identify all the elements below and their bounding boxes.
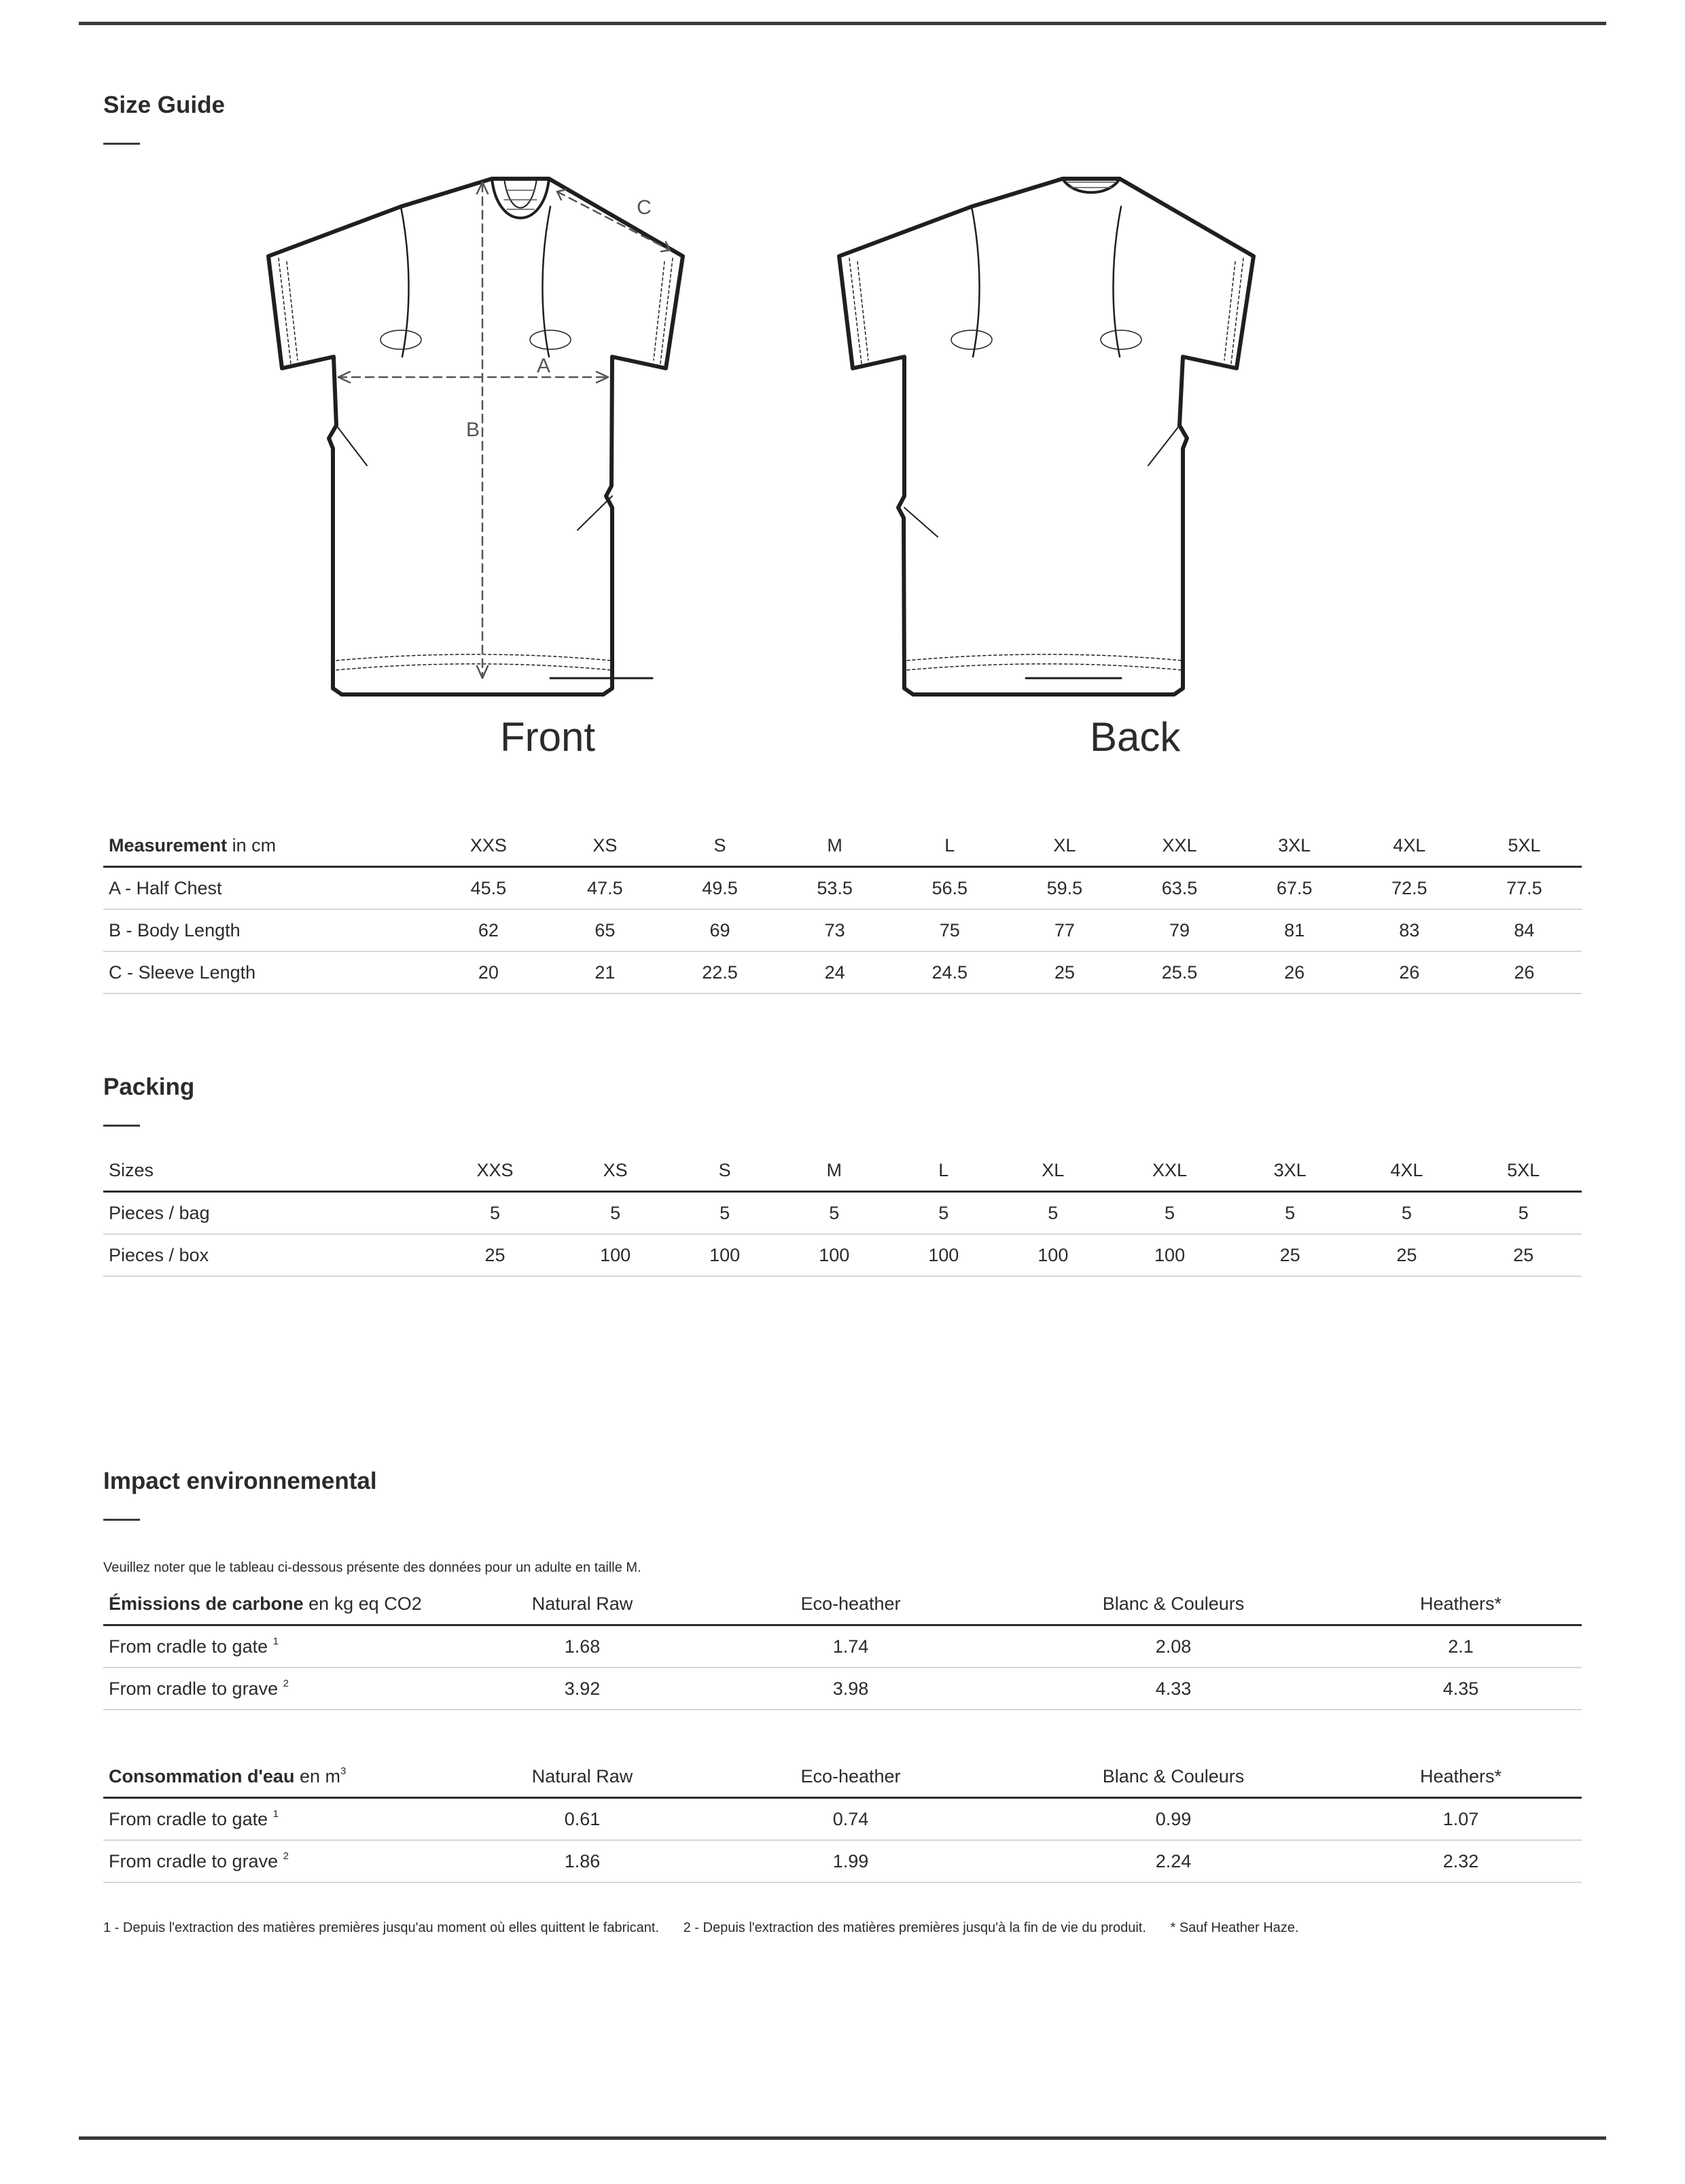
- size-table-header-label: Measurement in cm: [103, 825, 429, 867]
- tshirt-back-drawing: [839, 179, 1254, 694]
- table-cell: 49.5: [662, 867, 777, 910]
- table-cell: 77.5: [1467, 867, 1582, 910]
- table-cell: 25: [1232, 1234, 1349, 1276]
- marker-c: C: [637, 196, 652, 219]
- table-row: [103, 867, 1582, 910]
- size-col: L: [892, 825, 1007, 867]
- table-cell: 3.92: [470, 1668, 694, 1710]
- table-cell: 81: [1237, 909, 1352, 951]
- size-table: [103, 825, 1582, 994]
- table-cell: 79: [1122, 909, 1237, 951]
- table-row: [103, 1625, 1582, 1668]
- table-cell: 25: [1007, 951, 1122, 993]
- row-label: A - Half Chest: [103, 867, 429, 910]
- packing-title-dash: [103, 1125, 140, 1127]
- table-cell: 100: [670, 1234, 779, 1276]
- table-cell: 75: [892, 909, 1007, 951]
- size-col: M: [779, 1150, 889, 1192]
- table-cell: 100: [998, 1234, 1107, 1276]
- table-cell: 84: [1467, 909, 1582, 951]
- table-cell: 65: [548, 909, 662, 951]
- size-col: S: [662, 825, 777, 867]
- bottom-rule: [79, 2136, 1606, 2140]
- impact-note: Veuillez noter que le tableau ci-dessous présente des données pour un adulte en taille M.: [103, 1560, 641, 1575]
- row-label: From cradle to grave $^2$: [103, 1668, 470, 1710]
- table-cell: 62: [429, 909, 548, 951]
- table-row: [103, 909, 1582, 951]
- table-cell: 4.35: [1340, 1668, 1582, 1710]
- table-row: [103, 1234, 1582, 1276]
- table-cell: 25: [1465, 1234, 1582, 1276]
- marker-a: A: [536, 355, 551, 377]
- table-cell: 24.5: [892, 951, 1007, 993]
- table-cell: 100: [561, 1234, 670, 1276]
- table-cell: 26: [1467, 951, 1582, 993]
- size-col: XXS: [429, 825, 548, 867]
- front-label: Front: [500, 714, 596, 760]
- table-cell: 47.5: [548, 867, 662, 910]
- table-cell: 0.61: [470, 1798, 694, 1841]
- table-cell: 59.5: [1007, 867, 1122, 910]
- table-cell: 1.68: [470, 1625, 694, 1668]
- table-cell: 5: [779, 1192, 889, 1235]
- impact-col: Blanc & Couleurs: [1007, 1583, 1340, 1625]
- table-cell: 100: [1107, 1234, 1231, 1276]
- table-cell: 5: [998, 1192, 1107, 1235]
- carbon-table: [103, 1583, 1582, 1710]
- table-row: [103, 1798, 1582, 1841]
- table-cell: 53.5: [777, 867, 892, 910]
- table-cell: 83: [1352, 909, 1467, 951]
- size-guide-title-dash: [103, 143, 140, 145]
- size-col: 4XL: [1352, 825, 1467, 867]
- table-cell: 1.99: [694, 1840, 1007, 1882]
- table-cell: 73: [777, 909, 892, 951]
- table-cell: 1.86: [470, 1840, 694, 1882]
- impact-col: Eco-heather: [694, 1756, 1007, 1798]
- table-cell: 25: [429, 1234, 561, 1276]
- table-cell: 24: [777, 951, 892, 993]
- marker-b: B: [465, 419, 480, 441]
- tshirt-diagram: [258, 170, 1427, 768]
- table-cell: 1.07: [1340, 1798, 1582, 1841]
- impact-title: Impact environnemental: [103, 1468, 377, 1494]
- table-cell: 45.5: [429, 867, 548, 910]
- impact-col: Blanc & Couleurs: [1007, 1756, 1340, 1798]
- table-row: [103, 1192, 1582, 1235]
- footnote-1: 1 - Depuis l'extraction des matières premières jusqu'au moment où elles quittent le fabricant.: [103, 1920, 660, 1935]
- size-col: XXL: [1122, 825, 1237, 867]
- row-label: Pieces / box: [103, 1234, 429, 1276]
- table-cell: 25: [1349, 1234, 1466, 1276]
- table-cell: 5: [1465, 1192, 1582, 1235]
- size-col: 4XL: [1349, 1150, 1466, 1192]
- table-cell: 100: [779, 1234, 889, 1276]
- row-label: From cradle to grave $^2$: [103, 1840, 470, 1882]
- table-cell: 1.74: [694, 1625, 1007, 1668]
- impact-col: Natural Raw: [470, 1756, 694, 1798]
- size-col: XXS: [429, 1150, 561, 1192]
- size-col: M: [777, 825, 892, 867]
- table-cell: 2.32: [1340, 1840, 1582, 1882]
- size-table-header: [103, 825, 1582, 867]
- impact-col: Natural Raw: [470, 1583, 694, 1625]
- footnote-2: 2 - Depuis l'extraction des matières premières jusqu'à la fin de vie du produit.: [683, 1920, 1146, 1935]
- table-cell: 2.24: [1007, 1840, 1340, 1882]
- table-cell: 22.5: [662, 951, 777, 993]
- table-cell: 4.33: [1007, 1668, 1340, 1710]
- row-label: Pieces / bag: [103, 1192, 429, 1235]
- row-label: From cradle to gate $^1$: [103, 1625, 470, 1668]
- table-cell: 5: [429, 1192, 561, 1235]
- table-cell: 2.1: [1340, 1625, 1582, 1668]
- water-table: [103, 1756, 1582, 1883]
- table-cell: 0.74: [694, 1798, 1007, 1841]
- impact-title-dash: [103, 1519, 140, 1521]
- water-table-header: [103, 1756, 1582, 1798]
- water-table-header-label: Consommation d'eau en $m^3$: [103, 1756, 470, 1798]
- table-cell: 63.5: [1122, 867, 1237, 910]
- size-col: XS: [548, 825, 662, 867]
- table-cell: 56.5: [892, 867, 1007, 910]
- size-col: 3XL: [1237, 825, 1352, 867]
- row-label: From cradle to gate $^1$: [103, 1798, 470, 1841]
- table-cell: 26: [1352, 951, 1467, 993]
- size-col: XXL: [1107, 1150, 1231, 1192]
- size-col: S: [670, 1150, 779, 1192]
- size-col: XL: [998, 1150, 1107, 1192]
- back-label: Back: [1090, 714, 1181, 760]
- table-cell: 3.98: [694, 1668, 1007, 1710]
- table-cell: 2.08: [1007, 1625, 1340, 1668]
- table-cell: 0.99: [1007, 1798, 1340, 1841]
- table-cell: 5: [670, 1192, 779, 1235]
- table-cell: 20: [429, 951, 548, 993]
- table-cell: 5: [1349, 1192, 1466, 1235]
- packing-table-header: [103, 1150, 1582, 1192]
- table-cell: 100: [889, 1234, 998, 1276]
- packing-table: [103, 1150, 1582, 1277]
- table-row: [103, 1840, 1582, 1882]
- packing-table-header-label: Sizes: [103, 1150, 429, 1192]
- impact-col: Heathers*: [1340, 1756, 1582, 1798]
- size-col: L: [889, 1150, 998, 1192]
- table-cell: 72.5: [1352, 867, 1467, 910]
- table-cell: 21: [548, 951, 662, 993]
- impact-col: Eco-heather: [694, 1583, 1007, 1625]
- packing-title: Packing: [103, 1074, 195, 1100]
- size-col: XL: [1007, 825, 1122, 867]
- table-row: [103, 951, 1582, 993]
- table-cell: 5: [889, 1192, 998, 1235]
- size-col: 5XL: [1465, 1150, 1582, 1192]
- footnote-3: * Sauf Heather Haze.: [1170, 1920, 1299, 1935]
- carbon-table-header-label: Émissions de carbone en kg eq CO2: [103, 1583, 470, 1625]
- table-row: [103, 1668, 1582, 1710]
- impact-col: Heathers*: [1340, 1583, 1582, 1625]
- row-label: C - Sleeve Length: [103, 951, 429, 993]
- size-col: 3XL: [1232, 1150, 1349, 1192]
- table-cell: 26: [1237, 951, 1352, 993]
- table-cell: 25.5: [1122, 951, 1237, 993]
- top-rule: [79, 22, 1606, 25]
- table-cell: 5: [1107, 1192, 1231, 1235]
- row-label: B - Body Length: [103, 909, 429, 951]
- size-guide-title: Size Guide: [103, 92, 225, 118]
- table-cell: 5: [1232, 1192, 1349, 1235]
- table-cell: 67.5: [1237, 867, 1352, 910]
- table-cell: 69: [662, 909, 777, 951]
- size-col: 5XL: [1467, 825, 1582, 867]
- carbon-table-header: [103, 1583, 1582, 1625]
- size-col: XS: [561, 1150, 670, 1192]
- footnotes: [103, 1920, 1319, 1936]
- table-cell: 5: [561, 1192, 670, 1235]
- table-cell: 77: [1007, 909, 1122, 951]
